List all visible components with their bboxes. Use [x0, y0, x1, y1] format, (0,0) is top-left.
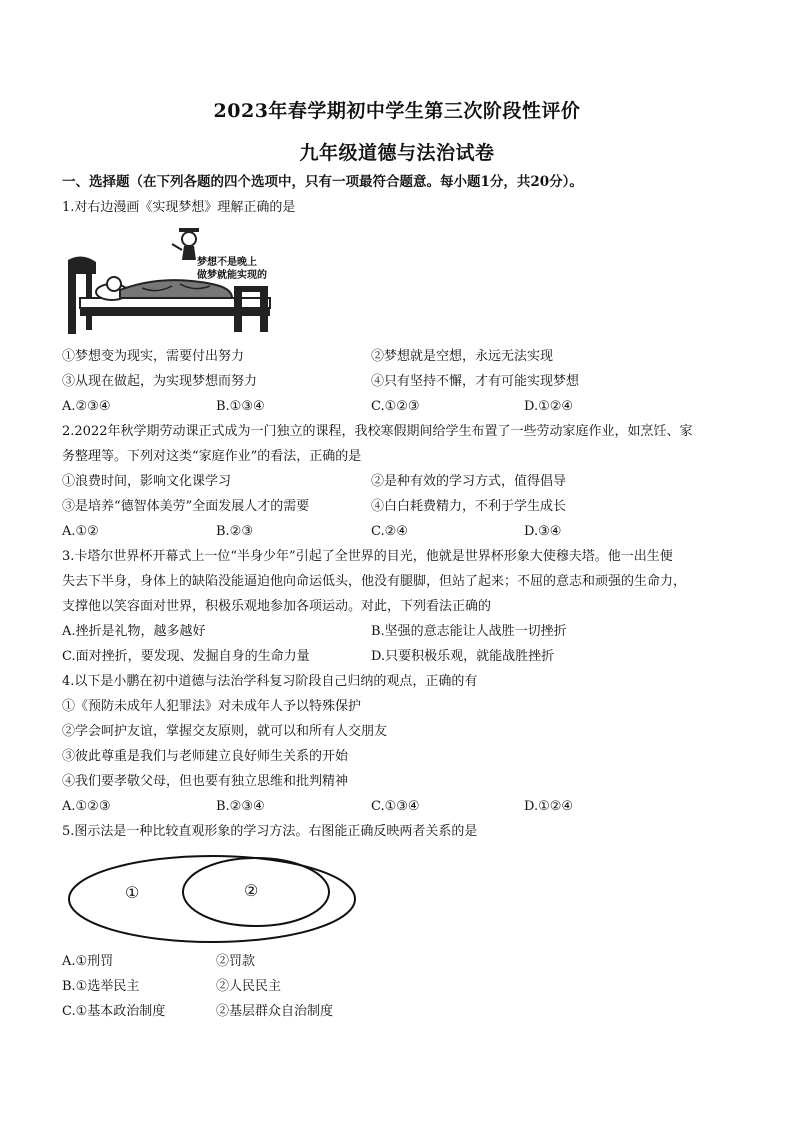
q3-options-row1 — [62, 623, 762, 641]
q4-statement-3: ③彼此尊重是我们与老师建立良好师生关系的开始 — [62, 749, 349, 764]
q2-stem-line2: 务整理等。下列对这类“家庭作业”的看法，正确的是 — [62, 449, 362, 464]
q2-statement-4: ④白白耗费精力，不利于学生成长 — [371, 499, 567, 514]
q5-option-c — [62, 1003, 762, 1021]
q5-option-a-1: A.①刑罚 — [62, 954, 114, 969]
q3-option-c: C.面对挫折，要发现、发掘自身的生命力量 — [62, 649, 310, 664]
q3-stem-line2: 失去下半身，身体上的缺陷没能逼迫他向命运低头，他没有腿脚，但站了起来；不屈的意志和顽强的生命力， — [62, 574, 687, 589]
q2-statement-3: ③是培养“德智体美劳”全面发展人才的需要 — [62, 499, 310, 514]
q5-option-c-1: C.①基本政治制度 — [62, 1004, 166, 1019]
q3-options-row2 — [62, 648, 762, 666]
q2-options — [62, 523, 762, 541]
q2-statements-row1 — [62, 473, 762, 491]
q1-option-d: D.①②④ — [524, 399, 574, 414]
q4-stem: 4.以下是小鹏在初中道德与法治学科复习阶段自己归纳的观点，正确的有 — [62, 674, 478, 689]
q2-option-b: B.②③ — [216, 524, 253, 539]
q5-option-b — [62, 978, 762, 996]
q4-statement-1: ①《预防未成年人犯罪法》对未成年人予以特殊保护 — [62, 699, 362, 714]
q2-option-d: D.③④ — [524, 524, 562, 539]
cartoon-caption-line1: 梦想不是晚上 — [197, 257, 257, 268]
q4-option-a: A.①②③ — [62, 799, 111, 814]
q5-option-a-2: ②罚款 — [216, 954, 256, 969]
q4-statement-2: ②学会呵护友谊，掌握交友原则，就可以和所有人交朋友 — [62, 724, 388, 739]
q3-option-b: B.坚强的意志能让人战胜一切挫折 — [371, 624, 567, 639]
q5-option-b-1: B.①选举民主 — [62, 979, 140, 994]
q2-option-a: A.①② — [62, 524, 99, 539]
q4-statement-4: ④我们要孝敬父母，但也要有独立思维和批判精神 — [62, 774, 349, 789]
q1-option-a: A.②③④ — [62, 399, 111, 414]
q5-option-b-2: ②人民民主 — [216, 979, 282, 994]
q2-option-c: C.②④ — [371, 524, 408, 539]
q4-option-b: B.②③④ — [216, 799, 265, 814]
outer-ellipse — [69, 856, 355, 942]
venn-inner-label: ② — [244, 881, 259, 900]
q1-statement-3: ③从现在做起，为实现梦想而努力 — [62, 374, 258, 389]
q1-statements-row2 — [62, 373, 762, 391]
q2-stem-line1: 2.2022年秋学期劳动课正式成为一门独立的课程，我校寒假期间给学生布置了一些劳动家庭作业，如烹饪、家 — [62, 424, 693, 439]
q5-stem: 5.图示法是一种比较直观形象的学习方法。右图能正确反映两者关系的是 — [62, 824, 478, 839]
exam-subtitle: 九年级道德与法治试卷 — [299, 142, 495, 164]
q1-stem: 1.对右边漫画《实现梦想》理解正确的是 — [62, 200, 296, 215]
cartoon-caption-line2: 做梦就能实现的 — [197, 270, 267, 281]
q2-statement-2: ②是种有效的学习方式，值得倡导 — [371, 474, 567, 489]
q3-option-a: A.挫折是礼物，越多越好 — [62, 624, 206, 639]
q5-option-a — [62, 953, 762, 971]
q2-statements-row2 — [62, 498, 762, 516]
q1-option-c: C.①②③ — [371, 399, 420, 414]
q2-statement-1: ①浪费时间，影响文化课学习 — [62, 474, 232, 489]
venn-diagram — [64, 852, 364, 948]
q1-option-b: B.①③④ — [216, 399, 265, 414]
q3-stem-line3: 支撑他以笑容面对世界，积极乐观地参加各项运动。对此，下列看法正确的 — [62, 599, 492, 614]
section-heading: 一、选择题（在下列各题的四个选项中，只有一项最符合题意。每小题1分，共20分）。 — [62, 174, 583, 190]
q4-options — [62, 798, 762, 816]
exam-title: 2023年春学期初中学生第三次阶段性评价 — [213, 100, 581, 122]
q1-statement-4: ④只有坚持不懈，才有可能实现梦想 — [371, 374, 580, 389]
q1-statement-2: ②梦想就是空想，永远无法实现 — [371, 349, 554, 364]
q4-option-d: D.①②④ — [524, 799, 574, 814]
q3-option-d: D.只要积极乐观，就能战胜挫折 — [371, 649, 555, 664]
q1-options — [62, 398, 762, 416]
q5-option-c-2: ②基层群众自治制度 — [216, 1004, 334, 1019]
q1-statements-row1 — [62, 348, 762, 366]
venn-outer-label: ① — [125, 883, 140, 902]
q1-statement-1: ①梦想变为现实，需要付出努力 — [62, 349, 245, 364]
q3-stem-line1: 3.卡塔尔世界杯开幕式上一位“半身少年”引起了全世界的目光，他就是世界杯形象大使穆夫塔。他一出生便 — [62, 549, 673, 564]
q4-option-c: C.①③④ — [371, 799, 420, 814]
